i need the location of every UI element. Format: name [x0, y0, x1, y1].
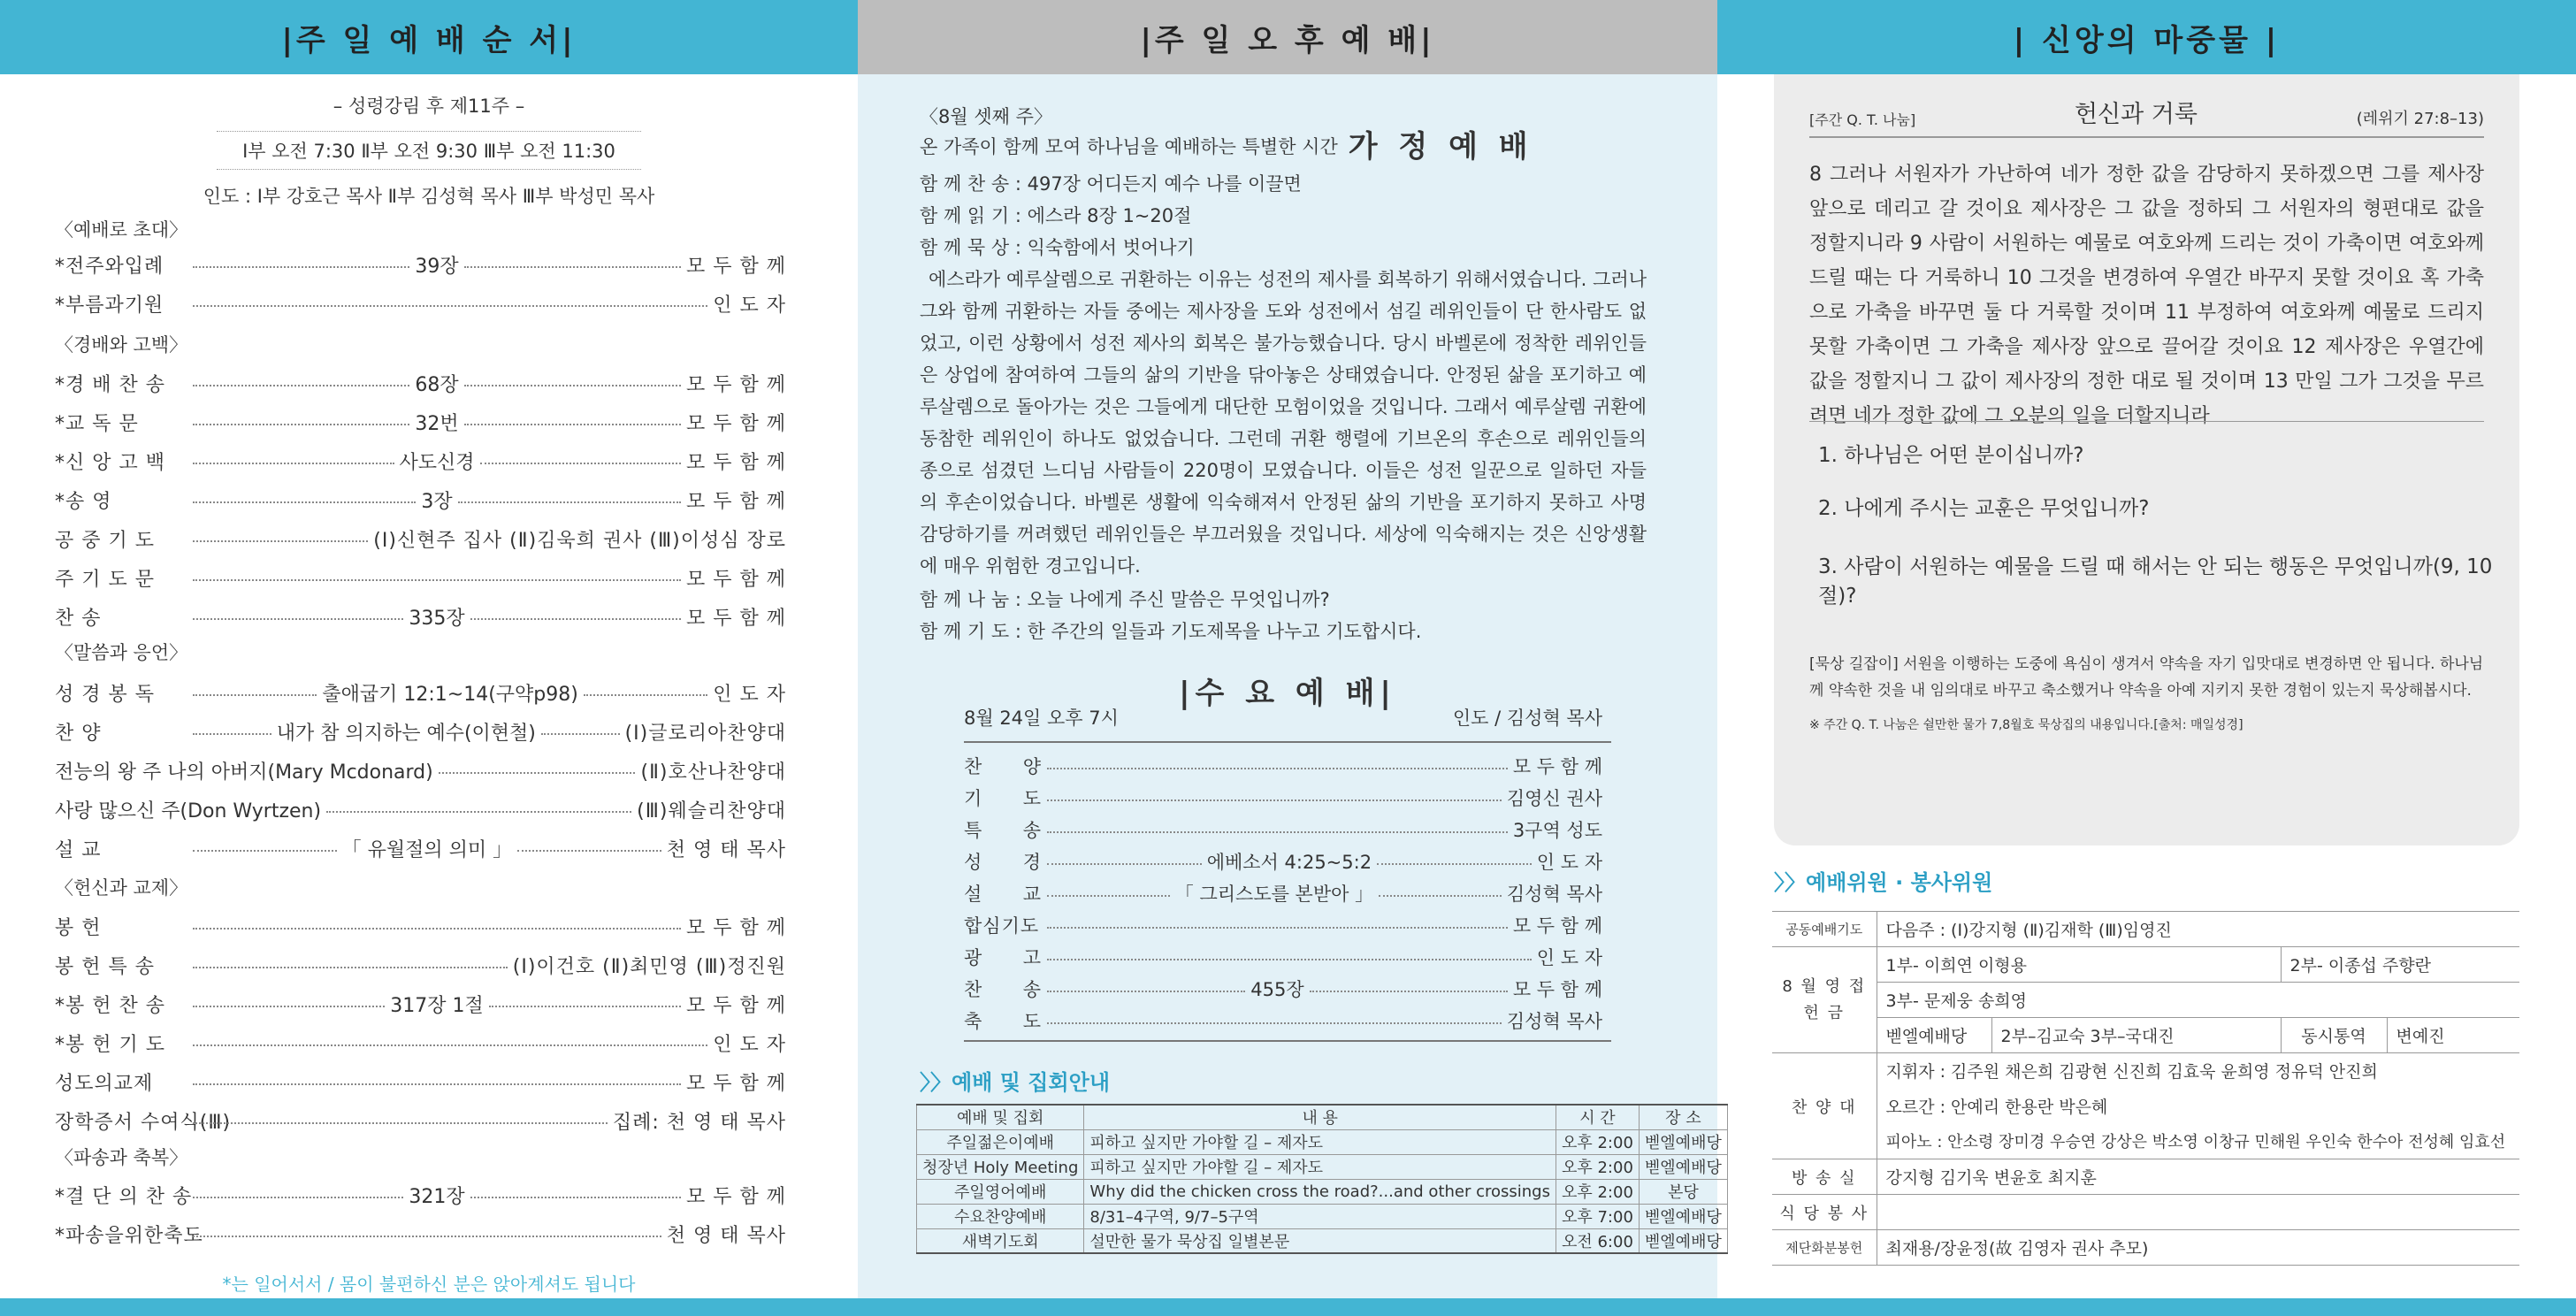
- qt-question: 1. 하나님은 어떤 분이십니까?: [1818, 444, 2084, 467]
- table-row: [917, 1228, 1728, 1253]
- wednesday-date: 8월 24일 오후 7시: [964, 708, 1119, 729]
- table-row: [1772, 1124, 2519, 1159]
- staff-value: 2부–김교숙 3부–국대진: [1991, 1018, 2281, 1053]
- staff-value: 다음주 : (Ⅰ)강지형 (Ⅱ)김재학 (Ⅲ)임영진: [1877, 912, 2519, 947]
- order-person: 모 두 함 께: [686, 994, 786, 1017]
- wednesday-person: 김성혁 목사: [1506, 884, 1602, 905]
- wednesday-person: 김영신 권사: [1506, 788, 1602, 809]
- divider: [964, 741, 1611, 743]
- divider: [964, 1040, 1611, 1042]
- qt-title: 헌신과 거룩: [2074, 101, 2198, 128]
- family-worship-title: 가 정 예 배: [1348, 129, 1533, 164]
- order-item: 68장: [415, 373, 459, 396]
- meditation-guide: [묵상 길잡이] 서원을 이행하는 도중에 욕심이 생겨서 약속을 자기 입맛대로 변경하면 안 됩니다. 하나님께 약속한 것을 내 임의대로 바꾸고 축소했거나 약속을 아예 지키지 못한 경험이 있는지 묵상해봅시다.: [1809, 655, 2484, 700]
- order-row: [55, 603, 786, 630]
- order-person: 모 두 함 께: [686, 373, 786, 396]
- divider: [1809, 421, 2484, 422]
- family-reading: 함 께 읽 기 : 에스라 8장 1~20절: [920, 205, 1192, 226]
- order-person: 인 도 자: [713, 683, 786, 706]
- wednesday-row: [964, 814, 1602, 845]
- wednesday-row: [964, 941, 1602, 973]
- sunday-worship-column: [0, 0, 858, 1298]
- notice-cell: 벧엘예배당: [1639, 1129, 1727, 1154]
- order-item: 출애굽기 12:1~14(구약p98): [322, 683, 578, 706]
- staff-value: 벧엘예배당: [1877, 1018, 1991, 1053]
- order-person: (Ⅱ)호산나찬양대: [640, 761, 786, 784]
- order-row: [55, 409, 786, 435]
- order-label: *송 영: [55, 490, 112, 513]
- notice-cell: 오후 2:00: [1556, 1154, 1639, 1179]
- table-row: [1772, 1053, 2519, 1089]
- order-person: 모 두 함 께: [686, 451, 786, 474]
- staff-value: 변예진: [2387, 1018, 2519, 1053]
- staff-table: [1772, 911, 2519, 1266]
- order-row: [55, 448, 786, 474]
- notice-cell: 수요찬양예배: [917, 1204, 1084, 1228]
- order-person: (Ⅲ)웨슬리찬양대: [637, 800, 786, 822]
- staff-key: 제단화분봉헌: [1772, 1230, 1877, 1266]
- order-label: 성 경 봉 독: [55, 683, 155, 706]
- notice-cell: 오후 2:00: [1556, 1179, 1639, 1204]
- staff-value: 동시통역: [2281, 1018, 2387, 1053]
- wednesday-item: 455장: [1250, 979, 1304, 1000]
- order-item: 317장 1절: [390, 994, 484, 1017]
- order-item: 사랑 많으신 주(Don Wyrtzen): [55, 800, 322, 822]
- notice-cell: 벧엘예배당: [1639, 1154, 1727, 1179]
- qt-scripture: 8 그러나 서원자가 가난하여 네가 정한 값을 감당하지 못하겠으면 그를 제사장 앞으로 데리고 갈 것이요 제사장은 그 값을 정하되 그 서원자의 형편대로 값을 정할지니라 9 사람이 서원하는 예물로 여호와께 드리는 것이 가축이면 여호와께 드릴 때는 다 거룩하니 10 그것을 변경하여 우열간 바꾸지 못할 것이요 혹 가축으로 가축을 바꾸면 둘 다 거룩할 것이며 11 부정하여 여호와께 예물로 드리지 못할 가축이면 그 가축을 제사장 앞으로 끌어갈 것이요 12 제사장은 우열간에 값을 정할지니 그 값이 제사장의 정한 대로 될 것이며 13 만일 그가 그것을 무르려면 네가 정한 값에 그 오분의 일을 더할지니라: [1809, 164, 2484, 427]
- section-heading: 〈파송과 축복〉: [55, 1147, 188, 1168]
- staff-value: 최재용/장윤정(故 김영자 권사 추모): [1877, 1230, 2519, 1266]
- wednesday-label: 광 고: [964, 947, 1042, 968]
- table-header-row: [917, 1105, 1728, 1129]
- order-row: [55, 952, 786, 978]
- header-cell: 시 간: [1556, 1105, 1639, 1129]
- order-person: 인 도 자: [713, 294, 786, 317]
- order-label: *신 앙 고 백: [55, 451, 165, 474]
- qt-question: 2. 나에게 주시는 교훈은 무엇입니까?: [1818, 497, 2150, 520]
- order-row: [55, 251, 786, 278]
- header-cell: 예배 및 집회: [917, 1105, 1084, 1129]
- family-hymn: 함 께 찬 송 : 497장 어디든지 예수 나를 이끌면: [920, 173, 1302, 195]
- wednesday-label: 특 송: [964, 820, 1042, 841]
- table-row: [917, 1204, 1728, 1228]
- order-person: (Ⅰ)글로리아찬양대: [624, 722, 786, 745]
- order-label: 찬 송: [55, 607, 102, 630]
- order-person: 모 두 함 께: [686, 916, 786, 939]
- order-item: 「 유월절의 의미 」: [341, 838, 513, 861]
- order-row: [55, 796, 786, 822]
- header-cell: 내 용: [1084, 1105, 1556, 1129]
- qt-box: [1774, 74, 2519, 845]
- faith-title: | 신앙의 마중물 |: [1717, 0, 2576, 74]
- table-row: [1772, 983, 2519, 1018]
- table-row: [917, 1154, 1728, 1179]
- staff-key: 찬 양 대: [1772, 1053, 1877, 1159]
- family-meditation: 함 께 묵 상 : 익숙함에서 벗어나기: [920, 237, 1195, 258]
- notice-cell: 본당: [1639, 1179, 1727, 1204]
- table-row: [1772, 1195, 2519, 1230]
- faith-column: [1717, 0, 2576, 1298]
- order-item: 321장: [409, 1185, 465, 1208]
- order-person: 모 두 함 께: [686, 1185, 786, 1208]
- order-item: 전능의 왕 주 나의 아버지(Mary Mcdonard): [55, 761, 433, 784]
- staff-value: 3부- 문제웅 송희영: [1877, 983, 2519, 1018]
- staff-heading: 〉〉예배위원 · 봉사위원: [1774, 870, 1993, 895]
- order-row: [55, 757, 786, 784]
- staff-key: 공동예배기도: [1772, 912, 1877, 947]
- notice-cell: 주일영어예배: [917, 1179, 1084, 1204]
- wednesday-row: [964, 877, 1602, 909]
- standing-note: *는 일어서서 / 몸이 불편하신 분은 앉아계셔도 됩니다: [222, 1274, 636, 1295]
- section-heading: 〈예배로 초대〉: [55, 219, 188, 241]
- order-label: 주 기 도 문: [55, 568, 155, 591]
- wednesday-label: 설 교: [964, 884, 1042, 905]
- header-cell: 장 소: [1639, 1105, 1727, 1129]
- notice-cell: 오후 7:00: [1556, 1204, 1639, 1228]
- notice-cell: 벧엘예배당: [1639, 1204, 1727, 1228]
- staff-key: 8 월 영 접 헌 금: [1772, 947, 1877, 1053]
- order-row: [55, 835, 786, 861]
- staff-value: 오르간 : 안예리 한용란 박은혜: [1885, 1098, 2108, 1117]
- order-item: 3장: [421, 490, 453, 513]
- order-label: *경 배 찬 송: [55, 373, 165, 396]
- section-heading: 〈경배와 고백〉: [55, 334, 188, 356]
- order-label: 찬 양: [55, 722, 102, 745]
- order-label: *결 단 의 찬 송: [55, 1185, 193, 1208]
- order-person: 모 두 함 께: [686, 490, 786, 513]
- liturgical-week: – 성령강림 후 제11주 –: [333, 96, 525, 117]
- notice-table: [916, 1104, 1728, 1254]
- order-person: 모 두 함 께: [686, 412, 786, 435]
- order-label: *파송을위한축도: [55, 1224, 203, 1247]
- notice-cell: 주일젊은이예배: [917, 1129, 1084, 1154]
- order-item: 내가 참 의지하는 예수(이현철): [276, 722, 536, 745]
- order-item: 32번: [415, 412, 459, 435]
- wednesday-worship-title: |수 요 예 배|: [1179, 676, 1396, 711]
- order-item: 사도신경: [399, 451, 475, 474]
- wednesday-row: [964, 845, 1602, 877]
- order-person: 모 두 함 께: [686, 1072, 786, 1095]
- wednesday-person: 모 두 함 께: [1512, 915, 1602, 937]
- order-label: *봉 헌 기 도: [55, 1033, 165, 1056]
- order-item: 39장: [415, 255, 459, 278]
- order-row: [55, 991, 786, 1017]
- order-row: [55, 679, 786, 706]
- bottom-bar: [0, 1298, 2576, 1316]
- wednesday-item: 에베소서 4:25~5:2: [1206, 852, 1372, 873]
- wednesday-label: 찬 양: [964, 756, 1042, 777]
- wednesday-label: 축 도: [964, 1011, 1042, 1032]
- notice-cell: 설만한 물가 묵상집 일별본문: [1084, 1228, 1556, 1253]
- order-row: [55, 913, 786, 939]
- wednesday-person: 3구역 성도: [1512, 820, 1602, 841]
- notice-cell: 오전 6:00: [1556, 1228, 1639, 1253]
- table-row: [1772, 947, 2519, 983]
- service-leaders: 인도 : Ⅰ부 강호근 목사 Ⅱ부 김성혁 목사 Ⅲ부 박성민 목사: [203, 186, 655, 207]
- notice-cell: 피하고 싶지만 가야할 길 – 제자도: [1084, 1154, 1556, 1179]
- order-label: 봉 헌 특 송: [55, 955, 155, 978]
- wednesday-row: [964, 782, 1602, 814]
- wednesday-person: 인 도 자: [1536, 947, 1602, 968]
- meditation-body: 에스라가 예루살렘으로 귀환하는 이유는 성전의 제사를 회복하기 위해서였습니다. 그러나 그와 함께 귀환하는 자들 중에는 제사장을 도와 성전에서 섬길 레위인들이 단 한사람도 없었고, 이런 상황에서 성전 제사의 회복은 불가능했습니다. 당시 바벨론에 정착한 레위인들은 상업에 참여하여 그들의 삶의 기반을 닦아놓은 상태였습니다. 안정된 삶을 포기하고 예루살렘으로 돌아가는 것은 그들에게 대단한 모험이었을 것입니다. 그래서 예루살렘 귀환에 동참한 레위인이 하나도 없었습니다. 그런데 귀환 행렬에 기브온의 후손으로 레위인들의 종으로 섬겼던 느디님 사람들이 220명이 모였습니다. 이들은 성전 일꾼으로 일하던 자들의 후손이었습니다. 바벨론 생활에 익숙해져서 안정된 삶의 기반을 포기하지 못하고 사명감당하기를 꺼려했던 레위인들은 부끄러웠을 것입니다. 세상에 익숙해지는 것은 신앙생활에 매우 위험한 경고입니다.: [920, 269, 1647, 577]
- order-row: [55, 1107, 786, 1134]
- table-row: [1772, 1089, 2519, 1124]
- order-person: 인 도 자: [713, 1033, 786, 1056]
- order-row: [55, 1182, 786, 1208]
- order-row: [55, 564, 786, 591]
- qt-reference: (레위기 27:8–13): [2356, 110, 2484, 128]
- wednesday-person: 인 도 자: [1536, 852, 1602, 873]
- staff-value: 피아노 : 안소령 장미경 우승연 강상은 박소영 이창규 민해원 우인숙 한수아 전성혜 임효선: [1877, 1124, 2519, 1159]
- table-row: [1772, 1018, 2519, 1053]
- order-person: 집례: 천 영 태 목사: [612, 1111, 786, 1134]
- table-row: [1772, 912, 2519, 947]
- wednesday-item: 「 그리스도를 본받아 」: [1174, 884, 1374, 905]
- table-row: [1772, 1159, 2519, 1195]
- qt-question: 3. 사람이 서원하는 예물을 드릴 때 해서는 안 되는 행동은 무엇입니까(9, 10절)?: [1818, 555, 2493, 608]
- staff-value: 강지형 김기욱 변윤호 최지훈: [1877, 1159, 2519, 1195]
- order-label: 장학증서 수여식(Ⅲ): [55, 1111, 232, 1134]
- notice-cell: 8/31–4구역, 9/7–5구역: [1084, 1204, 1556, 1228]
- notice-heading: 〉〉예배 및 집회안내: [920, 1070, 1110, 1095]
- notice-cell: 새벽기도회: [917, 1228, 1084, 1253]
- wednesday-person: 모 두 함 께: [1512, 756, 1602, 777]
- notice-cell: 피하고 싶지만 가야할 길 – 제자도: [1084, 1129, 1556, 1154]
- wednesday-row: [964, 750, 1602, 782]
- section-heading: 〈말씀과 응언〉: [55, 642, 188, 663]
- staff-key: 식 당 봉 사: [1772, 1195, 1877, 1230]
- order-row: [55, 718, 786, 745]
- order-item: 335장: [409, 607, 465, 630]
- order-person: 모 두 함 께: [686, 607, 786, 630]
- family-share: 함 께 나 눔 : 오늘 나에게 주신 말씀은 무엇입니까?: [920, 589, 1330, 610]
- notice-cell: 청장년 Holy Meeting: [917, 1154, 1084, 1179]
- wednesday-person: 김성혁 목사: [1506, 1011, 1602, 1032]
- staff-value: 1부- 이희연 이형용: [1877, 947, 2281, 983]
- notice-cell: 오후 2:00: [1556, 1129, 1639, 1154]
- order-row: [55, 370, 786, 396]
- order-label: *봉 헌 찬 송: [55, 994, 165, 1017]
- order-row: [55, 1220, 786, 1247]
- order-label: *전주와입례: [55, 255, 164, 278]
- table-row: [1772, 1230, 2519, 1266]
- order-person: (Ⅰ)신현주 집사 (Ⅱ)김욱희 권사 (Ⅲ)이성심 장로: [373, 529, 786, 552]
- order-label: *부름과기원: [55, 294, 164, 317]
- order-label: 성도의교제: [55, 1072, 154, 1095]
- qt-source: ※ 주간 Q. T. 나눔은 쉴만한 물가 7,8월호 묵상집의 내용입니다.[출처: 매일성경]: [1809, 718, 2243, 732]
- order-row: [55, 1029, 786, 1056]
- order-label: 봉 헌: [55, 916, 102, 939]
- family-pray: 함 께 기 도 : 한 주간의 일들과 기도제목을 나누고 기도합시다.: [920, 621, 1422, 642]
- wednesday-label: 합심기도: [964, 915, 1040, 937]
- afternoon-worship-title: |주 일 오 후 예 배|: [858, 0, 1717, 74]
- wednesday-person: 모 두 함 께: [1512, 979, 1602, 1000]
- service-times: Ⅰ부 오전 7:30 Ⅱ부 오전 9:30 Ⅲ부 오전 11:30: [217, 131, 641, 170]
- section-heading: 〈헌신과 교제〉: [55, 877, 188, 899]
- afternoon-worship-column: [858, 0, 1722, 1298]
- wednesday-row: [964, 1005, 1602, 1037]
- week-label: 〈8월 셋째 주〉: [920, 106, 1052, 127]
- order-row: [55, 486, 786, 513]
- order-row: [55, 1068, 786, 1095]
- notice-cell: Why did the chicken cross the road?...and other crossings: [1084, 1179, 1556, 1204]
- wednesday-row: [964, 909, 1602, 941]
- order-person: (Ⅰ)이건호 (Ⅱ)최민영 (Ⅲ)정진원: [512, 955, 786, 978]
- staff-value: 지휘자 : 김주원 채은희 김광현 신진희 김효욱 윤희영 정유덕 안진희: [1885, 1062, 2378, 1083]
- staff-value: [1877, 1195, 2519, 1230]
- order-row: [55, 290, 786, 317]
- family-intro: 온 가족이 함께 모여 하나님을 예배하는 특별한 시간: [920, 136, 1338, 157]
- table-row: [917, 1129, 1728, 1154]
- notice-cell: 벧엘예배당: [1639, 1228, 1727, 1253]
- table-row: [917, 1179, 1728, 1204]
- order-label: *교 독 문: [55, 412, 139, 435]
- staff-key: 방 송 실: [1772, 1159, 1877, 1195]
- order-row: [55, 525, 786, 552]
- order-person: 모 두 함 께: [686, 568, 786, 591]
- wednesday-label: 기 도: [964, 788, 1042, 809]
- order-label: 설 교: [55, 838, 102, 861]
- order-person: 천 영 태 목사: [666, 838, 786, 861]
- wednesday-label: 찬 송: [964, 979, 1042, 1000]
- order-person: 천 영 태 목사: [666, 1224, 786, 1247]
- order-person: 모 두 함 께: [686, 255, 786, 278]
- staff-value: 2부- 이종섭 주향란: [2281, 947, 2519, 983]
- order-label: 공 중 기 도: [55, 529, 155, 552]
- wednesday-row: [964, 973, 1602, 1005]
- wednesday-label: 성 경: [964, 852, 1042, 873]
- sunday-worship-title: |주 일 예 배 순 서|: [0, 0, 858, 74]
- qt-tag: [주간 Q. T. 나눔]: [1809, 111, 1916, 128]
- wednesday-leader: 인도 / 김성혁 목사: [1452, 708, 1602, 729]
